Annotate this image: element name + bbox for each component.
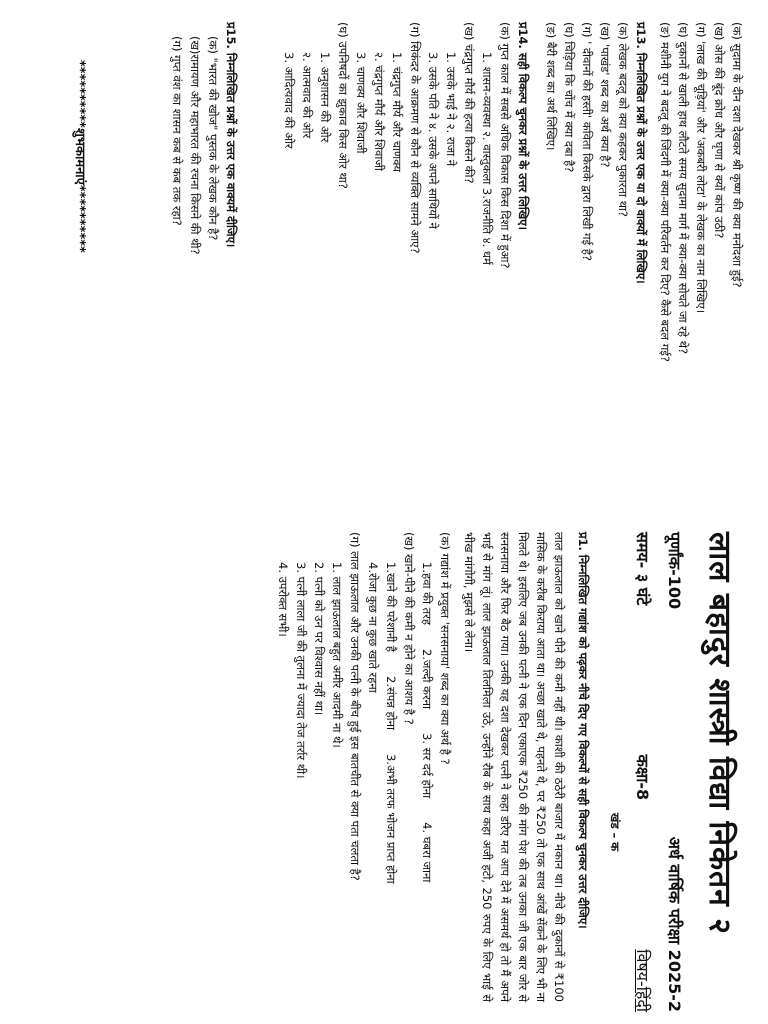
sub-question-a: (क) गद्यांश में प्रयुक्त 'सनसनाया' शब्द का क्या अर्थ है ? [438, 532, 452, 765]
question-item: (ग) गुप्त वंश का शासन कब से कब तक रहा? [170, 36, 184, 226]
options: 3. उसके पति ने ४. उसके अपने साथियों ने [426, 52, 440, 229]
option: 3. आदित्यवाद की ओर [282, 52, 296, 149]
school-name: लाल बहादुर शास्त्री विद्या निकेतन २ [702, 532, 737, 935]
question-item: (क) "भारत की खोज" पुस्तक के लेखक कौन है? [206, 36, 220, 241]
time-allowed: समय- ३ घंटे [633, 532, 652, 606]
question-13 [542, 22, 650, 284]
question-1 [274, 532, 592, 1002]
question-heading: प्र1. निम्नलिखित गद्यांश को पढ़कर नीचे दिए गए विकल्पों से सही विकल्प चुनकर उत्तर दीजिए। [576, 532, 590, 929]
option: 1. लाल झाऊलाल बहुत अमीर आदमी ना थे। [330, 562, 344, 748]
exam-title: अर्ध वार्षिक परीक्षा 2025-2 [665, 836, 684, 1012]
sub-question-b: (ख) खाने-पीने की कमी न होने का आशय है ? [402, 532, 416, 725]
options: 1. शासन-व्यवस्था २. वास्तुकला 3.राजनीति ४. धर्म [480, 52, 494, 265]
question-item: (ग) 'लाख की चूड़ियां' और 'अकबरी लोटा' के लेखक का नाम लिखिए। [694, 22, 708, 314]
question-item: (क) लेखक बदलू को क्या कहकर पुकारता था? [616, 22, 630, 217]
question-item: (क) सुदामा के दीन दशा देखकर श्री कृष्ण की क्या मनोदशा हुई? [730, 22, 744, 288]
left-pre-questions [656, 22, 746, 362]
question-heading: प्र13. निम्नलिखित प्रश्नों के उत्तर एक या दो वाक्यों में लिखिए। [634, 22, 648, 284]
question-item: (ख) चंद्रगुप्त मौर्य की हत्या किसने की? [462, 22, 476, 184]
right-column [0, 512, 768, 1024]
option: 3. पत्नी लाला जी की तुलना में ज्यादा तेज तर्रार थी। [294, 562, 308, 779]
class-label: कक्षा-8 [633, 754, 652, 801]
option: २. आत्मवाद की ओर [300, 52, 314, 139]
max-marks: पूर्णांक-100 [665, 532, 684, 610]
footer-wishes: **********शुभकामनाएं********** [72, 60, 87, 253]
exam-info [606, 532, 686, 1012]
option: 1. अनुशासन की ओर [318, 52, 332, 143]
question-heading: प्र15. निम्नलिखित प्रश्नों के उत्तर एक वाक्यमें दीजिए। [224, 22, 238, 248]
options-b: 1.खाने की परेशानी है 2.संपन्न होना 3.अभी तरफ भोजन प्राप्त होना [384, 562, 398, 884]
question-item: (ख)रामायण और महाभारत की रचना किसने की थी? [188, 36, 202, 255]
subject-label: विषय-हिंदी [633, 949, 652, 1012]
option: 4. उपरोक्त सभी। [276, 562, 290, 637]
question-14 [280, 22, 532, 268]
question-item: (ख) ओस की बूंद क्रोध और घृणा से क्यों कांप उठी? [712, 22, 726, 239]
option: 2. पत्नी को उन पर विश्वास नहीं था। [312, 562, 326, 716]
question-item: (क) गुप्त काल में सबसे अधिक विकास किस दिशा में हुआ? [498, 22, 512, 269]
option: 1. चंद्रगुप्त मौर्य और चाणक्य [390, 52, 404, 172]
question-item: (ङ) बैरी शब्द का अर्थ लिखिए। [544, 22, 558, 151]
option: 3. चाणक्य और शिवाजी [354, 52, 368, 154]
question-item: (ग) ' दीवानों की हस्ती' कविता किसके द्वारा लिखी गई है? [580, 22, 594, 261]
question-heading: प्र14. सही विकल्प चुनकर प्रश्नों के उत्तर लिखिए। [516, 22, 530, 231]
question-item: (ग) सिकंदर के आक्रमण से कौन से व्यक्ति सामने आए? [408, 22, 422, 254]
question-item: (ङ) मशीनी युग ने बदलू की जिंदगी में क्या-क्या परिवर्तन कर दिए? कैसे बदल गई? [658, 22, 672, 362]
question-item: (ख) 'पाखंड' शब्द का अर्थ क्या है? [598, 22, 612, 168]
section-label: खंड – क [608, 812, 622, 852]
question-15 [168, 22, 240, 255]
option-b4: 4.रोजा कुछ ना कुछ खाते रहना [366, 562, 380, 693]
question-item: (घ) चिड़िया कि चोंच में क्या दबा है? [562, 22, 576, 173]
options-a: 1.हवा की तरह 2.जल्दी करना 3. सर दर्द होना 4. घबरा जाना [420, 562, 434, 883]
sub-question-c: (ग) लाल झाऊलाल और उनकी पत्नी के बीच हुई इस बातचीत से क्या पता चलता है? [348, 532, 362, 881]
question-item: (घ) दुकानों से खाली हाथ लौटते समय सुदामा मार्ग में क्या-क्या सोचते जा रहे थे? [676, 22, 690, 355]
passage: लाल झाऊलाल को खाने पीने की कमी नहीं थी। काशी की ठठेरी बाजार में मकान था। नीचे की दुकानों से ₹100 मासिक के करीब किराया आता था। अच्छा खाते थे, पहनते थे, पर ₹250 तो एक साथ आंखें सेंकने के लिए भी ना मिलते थे। इसलिए जब उनकी पत्नी ने एक दिन एकाएक ₹250 की मांग पेश की तब उनका जी एक बार जोर से सनसनाया और फिर बैठ गया। उनकी यह दशा देखकर पत्नी ने कहा डरिए मत आप देने में असमर्थ हो तो मैं अपने भाई से मांग लूं। लाल झाऊलाल तिलमिला उठे, उन्होंने रौब के साथ कहा अजी हटो, 250 रुपए के लिए भाई से भीख मांगोगी, मुझसे ले लेना। [462, 532, 566, 1002]
option: २. चंद्रगुप्त मौर्य और शिवाजी [372, 52, 386, 171]
options: 1. उसके भाई ने २. राजा ने [444, 52, 458, 167]
question-item: (घ) उपनिषदों का झुकाव किस ओर था? [336, 22, 350, 189]
